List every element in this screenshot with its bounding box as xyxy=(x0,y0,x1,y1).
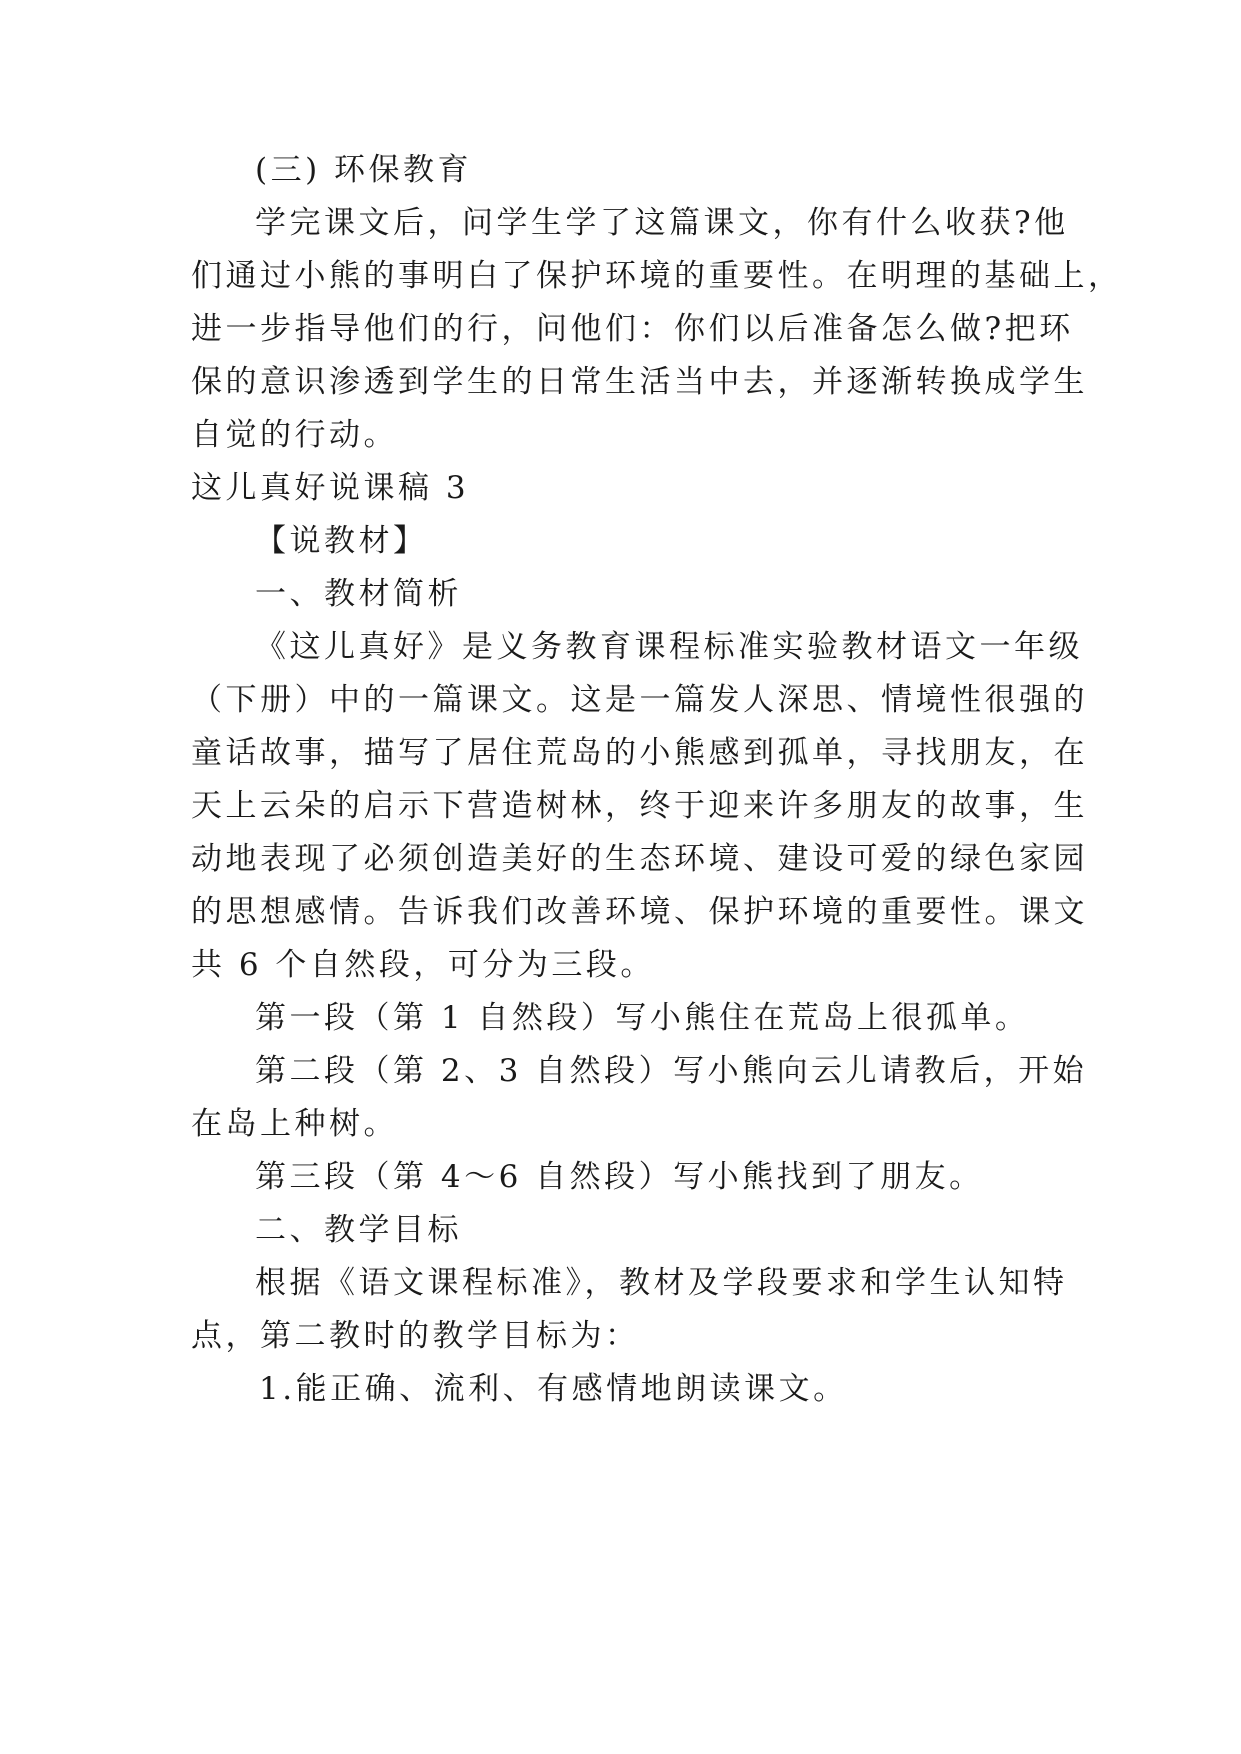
paragraph-line: （下册）中的一篇课文。这是一篇发人深思、情境性很强的 xyxy=(191,682,1088,718)
paragraph-line: 点，第二教时的教学目标为： xyxy=(191,1318,640,1354)
list-item: 1.能正确、流利、有感情地朗读课文。 xyxy=(259,1371,848,1407)
subsection-heading: 一、教材简析 xyxy=(255,576,462,612)
paragraph-line: 第一段（第 1 自然段）写小熊住在荒岛上很孤单。 xyxy=(255,1000,1030,1036)
paragraph-line: 的思想感情。告诉我们改善环境、保护环境的重要性。课文 xyxy=(191,894,1088,930)
document-title: 这儿真好说课稿 3 xyxy=(191,470,470,506)
paragraph-line: 第三段（第 4～6 自然段）写小熊找到了朋友。 xyxy=(255,1159,984,1195)
paragraph-line: 学完课文后，问学生学了这篇课文，你有什么收获?他 xyxy=(255,205,1069,241)
paragraph-line: 天上云朵的启示下营造树林，终于迎来许多朋友的故事，生 xyxy=(191,788,1088,824)
paragraph-line: 保的意识渗透到学生的日常生活当中去，并逐渐转换成学生 xyxy=(191,364,1088,400)
paragraph-line: 动地表现了必须创造美好的生态环境、建设可爱的绿色家园 xyxy=(191,841,1088,877)
paragraph-line: 自觉的行动。 xyxy=(191,417,398,453)
section-heading-textbook: 【说教材】 xyxy=(255,523,428,559)
paragraph-line: 在岛上种树。 xyxy=(191,1106,398,1142)
paragraph-line: 们通过小熊的事明白了保护环境的重要性。在明理的基础上， xyxy=(191,258,1123,294)
paragraph-line: 第二段（第 2、3 自然段）写小熊向云儿请教后，开始 xyxy=(255,1053,1088,1089)
subsection-heading: 二、教学目标 xyxy=(255,1212,462,1248)
paragraph-line: 《这儿真好》是义务教育课程标准实验教材语文一年级 xyxy=(255,629,1083,665)
section-heading-environmental-education: (三) 环保教育 xyxy=(255,152,473,188)
paragraph-line: 根据《语文课程标准》，教材及学段要求和学生认知特 xyxy=(255,1265,1068,1301)
paragraph-line: 进一步指导他们的行，问他们：你们以后准备怎么做?把环 xyxy=(191,311,1074,347)
paragraph-line: 共 6 个自然段，可分为三段。 xyxy=(191,947,655,983)
paragraph-line: 童话故事，描写了居住荒岛的小熊感到孤单，寻找朋友，在 xyxy=(191,735,1088,771)
